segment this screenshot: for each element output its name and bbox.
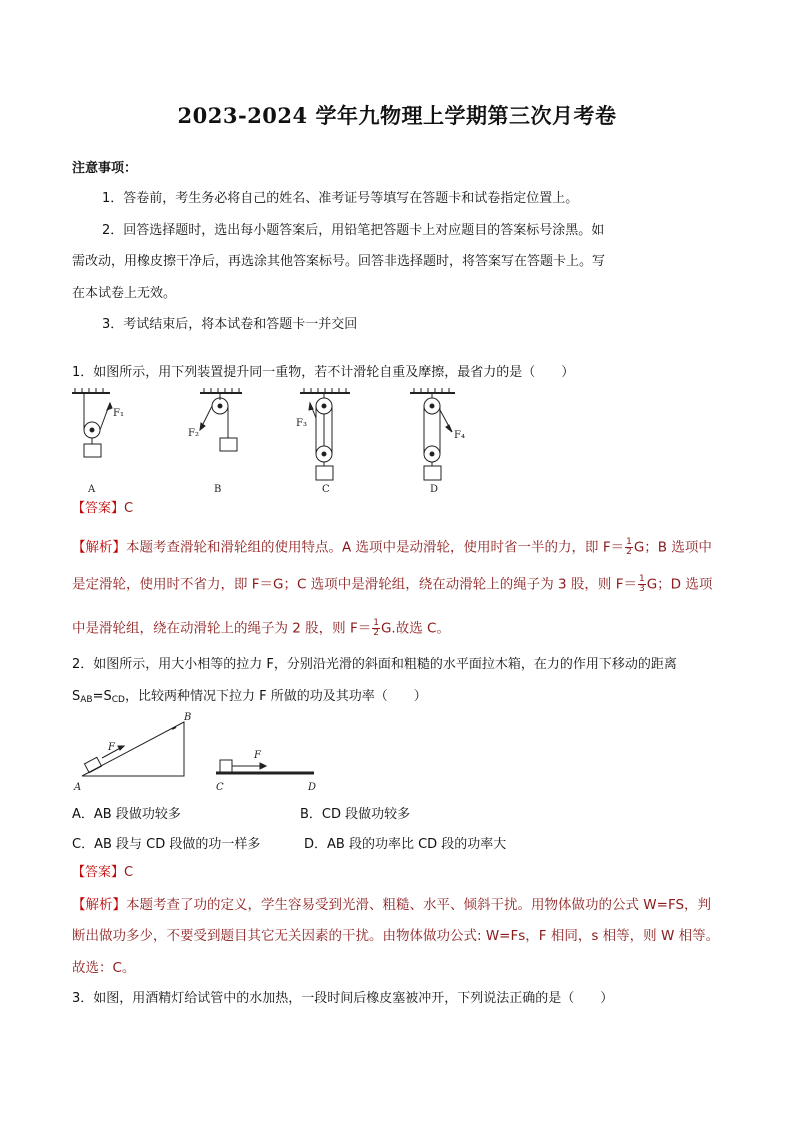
notice-item-3: 3．考试结束后，将本试卷和答题卡一并交回 — [102, 317, 358, 332]
q2-option-d: D．AB 段的功率比 CD 段的功率大 — [304, 837, 507, 852]
answer-tag: 【答案】 — [72, 501, 125, 516]
figure-label-a: A — [88, 484, 96, 495]
q1-explanation-line-1: 【解析】本题考查滑轮和滑轮组的使用特点。A 选项中是动滑轮，使用时省一半的力，即 F＝ $\frac{1}{2}$ G；B 选项中 — [72, 537, 712, 557]
force-f4-label: F₄ — [454, 430, 465, 441]
q2-incline-figure — [72, 710, 332, 792]
q2-answer: 【答案】C — [72, 865, 134, 880]
figure-label-d: D — [430, 484, 439, 495]
q1-pulley-figure — [70, 388, 490, 498]
point-a-label: A — [74, 782, 82, 793]
force-f1-label: F₁ — [113, 408, 124, 419]
page-title: 2023-2024 学年九物理上学期第三次月考卷 — [177, 103, 617, 128]
pulley-a-icon — [72, 388, 112, 457]
notice-heading: 注意事项： — [72, 161, 138, 176]
q2-explanation-line-3: 故选：C。 — [72, 960, 136, 976]
force-f2-label: F₂ — [188, 428, 199, 439]
notice-item-2: 2．回答选择题时，选出每小题答案后，用铅笔把答题卡上对应题目的答案标号涂黑。如 — [102, 223, 605, 238]
notice-item-2-end: 在本试卷上无效。 — [72, 286, 177, 301]
pulley-c-icon — [300, 388, 350, 480]
q3-stem: 3．如图，用酒精灯给试管中的水加热，一段时间后橡皮塞被冲开，下列说法正确的是（ ） — [72, 991, 614, 1006]
q2-option-a: A．AB 段做功较多 — [72, 807, 181, 822]
point-c-label: C — [216, 782, 224, 793]
q2-stem-line-2: $S_{AB}=S_{CD}$，比较两种情况下拉力 F 所做的功及其功率（ ） — [72, 689, 427, 705]
point-b-label: B — [184, 712, 192, 723]
figure-label-c: C — [322, 484, 330, 495]
q1-stem: 1．如图所示，用下列装置提升同一重物，若不计滑轮自重及摩擦，最省力的是（ ） — [72, 365, 575, 380]
force-label-floor: F — [254, 750, 261, 761]
q2-explanation-line-2: 断出做功多少，不要受到题目其它无关因素的干扰。由物体做功公式: W=Fs，F 相同，s 相等，则 W 相等。 — [72, 928, 720, 944]
notice-item-2-cont: 需改动，用橡皮擦干净后，再选涂其他答案标号。回答非选择题时，将答案写在答题卡上。写 — [72, 254, 606, 269]
answer-value: C — [124, 501, 134, 516]
q1-explanation-line-3: 中是滑轮组，绕在动滑轮上的绳子为 2 股，则 F＝ $\frac{1}{2}$ G.故选 C。 — [72, 618, 450, 638]
figure-label-b: B — [214, 484, 222, 495]
q2-option-c: C．AB 段与 CD 段做的功一样多 — [72, 837, 261, 852]
box-on-floor — [220, 760, 232, 772]
q1-answer — [72, 500, 133, 518]
force-label-incline: F — [108, 742, 115, 753]
point-d-label: D — [308, 782, 317, 793]
q1-explanation-line-2: 是定滑轮，使用时不省力，即 F＝G；C 选项中是滑轮组，绕在动滑轮上的绳子为 3 股，则 F＝ $\frac{1}{3}$ G；D 选项 — [72, 574, 713, 594]
force-f3-label: F₃ — [296, 418, 307, 429]
box-on-incline — [84, 757, 101, 772]
notice-item-1: 1．答卷前，考生务必将自己的姓名、准考证号等填写在答题卡和试卷指定位置上。 — [102, 191, 579, 206]
pulley-b-icon — [200, 388, 242, 451]
q2-explanation-line-1: 【解析】本题考查了功的定义，学生容易受到光滑、粗糙、水平、倾斜干扰。用物体做功的公式 W=FS，判 — [72, 897, 712, 913]
q2-stem-line-1: 2．如图所示，用大小相等的拉力 F，分别沿光滑的斜面和粗糙的水平面拉木箱，在力的作用下移动的距离 — [72, 657, 677, 672]
q2-option-b: B．CD 段做功较多 — [300, 807, 411, 822]
pulley-d-icon — [410, 388, 455, 480]
